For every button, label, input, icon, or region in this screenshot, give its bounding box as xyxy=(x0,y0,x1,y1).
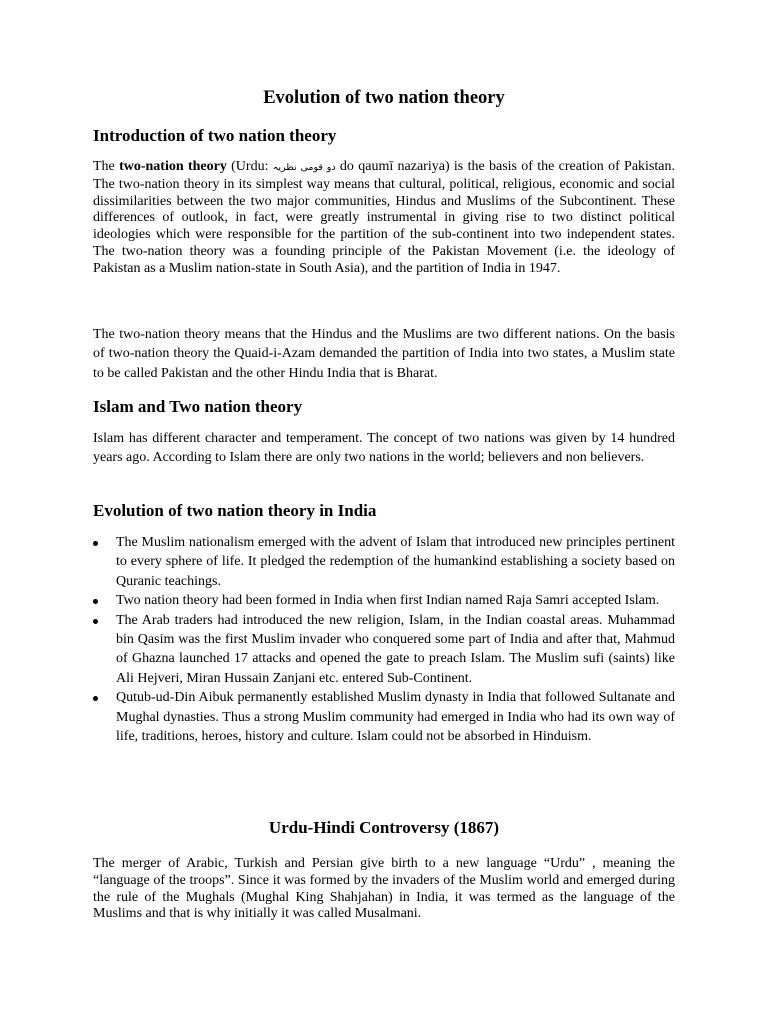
intro-urdu-prefix: (Urdu: xyxy=(226,159,273,174)
intro-bold-term: two-nation theory xyxy=(119,159,227,174)
list-item xyxy=(93,533,675,591)
list-item-text: Qutub-ud-Din Aibuk permanently established Muslim dynasty in India that followed Sultanate and Mughal dynasties. Thus a strong Muslim community had emerged in India who had its own way of life, traditions, heroes, history and culture. Islam could not be absorbed in Hinduism. xyxy=(116,690,675,745)
intro-rest: do qaumī nazariya) is the basis of the creation of Pakistan. The two-nation theory in its simplest way means that cultural, political, religious, economic and social dissimilarities between the two major communities, Hindus and Muslims of the Subcontinent. These differences of outlook, in fact, were greatly instrumental in giving rise to two distinct political ideologies which were responsible for the partition of the sub-continent into two independent states. The two-nation theory was a founding principle of the Pakistan Movement (i.e. the ideology of Pakistan as a Muslim nation-state in South Asia), and the partition of India in 1947. xyxy=(93,159,675,276)
section-heading-introduction: Introduction of two nation theory xyxy=(93,126,337,145)
section-heading-urdu-hindi: Urdu-Hindi Controversy (1867) xyxy=(268,818,500,837)
section-heading-islam: Islam and Two nation theory xyxy=(93,397,303,416)
intro-lead: The xyxy=(93,159,120,174)
evolution-bullet-list xyxy=(93,533,675,746)
intro-urdu-text: دو قومی نظریہ xyxy=(272,162,336,173)
bullet-icon xyxy=(93,541,98,546)
islam-paragraph: Islam has different character and temperament. The concept of two nations was given by 14 hundred years ago. According to Islam there are only two nations in the world; believers and non believers. xyxy=(93,431,675,466)
list-item xyxy=(93,688,675,746)
intro-paragraph xyxy=(93,159,675,278)
section-heading-evolution-india: Evolution of two nation theory in India xyxy=(93,501,377,520)
document-title: Evolution of two nation theory xyxy=(263,88,505,108)
two-nation-paragraph: The two-nation theory means that the Hindus and the Muslims are two different nations. On the basis of two-nation theory the Quaid-i-Azam demanded the partition of India into two states, a Muslim state to be called Pakistan and the other Hindu India that is Bharat. xyxy=(93,327,675,381)
list-item-text: The Muslim nationalism emerged with the advent of Islam that introduced new principles pertinent to every sphere of life. It pledged the redemption of the humankind establishing a society based on Quranic teachings. xyxy=(116,535,675,589)
list-item-text: Two nation theory had been formed in India when first Indian named Raja Samri accepted Islam. xyxy=(116,593,660,609)
bullet-icon xyxy=(93,599,98,604)
list-item xyxy=(93,591,675,610)
list-item-text: The Arab traders had introduced the new religion, Islam, in the Indian coastal areas. Muhammad bin Qasim was the first Muslim invader who conquered some part of India and after that, Mahmud of Ghazna launched 17 attacks and opened the gate to preach Islam. The Muslim sufi (saints) like Ali Hejveri, Miran Hussain Zanjani etc. entered Sub-Continent. xyxy=(116,612,675,686)
urdu-hindi-paragraph: The merger of Arabic, Turkish and Persian give birth to a new language “Urdu” , meaning the “language of the troops”. Since it was formed by the invaders of the Muslim world and emerged during the rule of the Mughals (Mughal King Shahjahan) in India, it was termed as the language of the Muslims and that is why initially it was called Musalmani. xyxy=(93,856,675,922)
bullet-icon xyxy=(93,696,98,701)
list-item xyxy=(93,611,675,689)
bullet-icon xyxy=(93,619,98,624)
